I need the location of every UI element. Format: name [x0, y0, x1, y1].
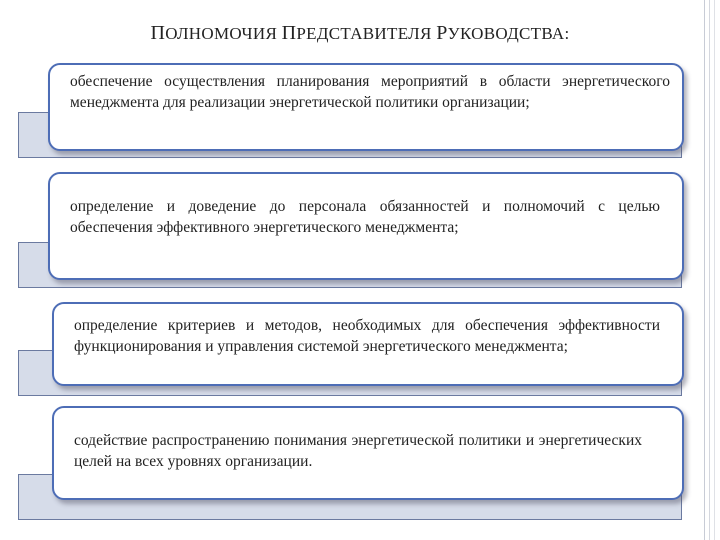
page-title: ПОЛНОМОЧИЯ ПРЕДСТАВИТЕЛЯ РУКОВОДСТВА:	[150, 22, 570, 44]
item-text-1: обеспечение осуществления планирования мероприятий в области энергетического менеджмента для реализации энергетической политики организации;	[70, 73, 670, 111]
item-card-1	[48, 63, 684, 151]
item-card-3	[52, 302, 684, 386]
right-decoration	[700, 0, 720, 540]
item-text-3: определение критериев и методов, необходимых для обеспечения эффективности функционирования и управления системой энергетического менеджмента;	[74, 317, 660, 355]
item-text-2: определение и доведение до персонала обязанностей и полномочий с целью обеспечения эффективного энергетического менеджмента;	[70, 198, 660, 236]
item-text-4: содействие распространению понимания энергетической политики и энергетических целей на всех уровнях организации.	[74, 432, 642, 470]
item-card-4	[52, 406, 684, 500]
item-card-2	[48, 172, 684, 280]
